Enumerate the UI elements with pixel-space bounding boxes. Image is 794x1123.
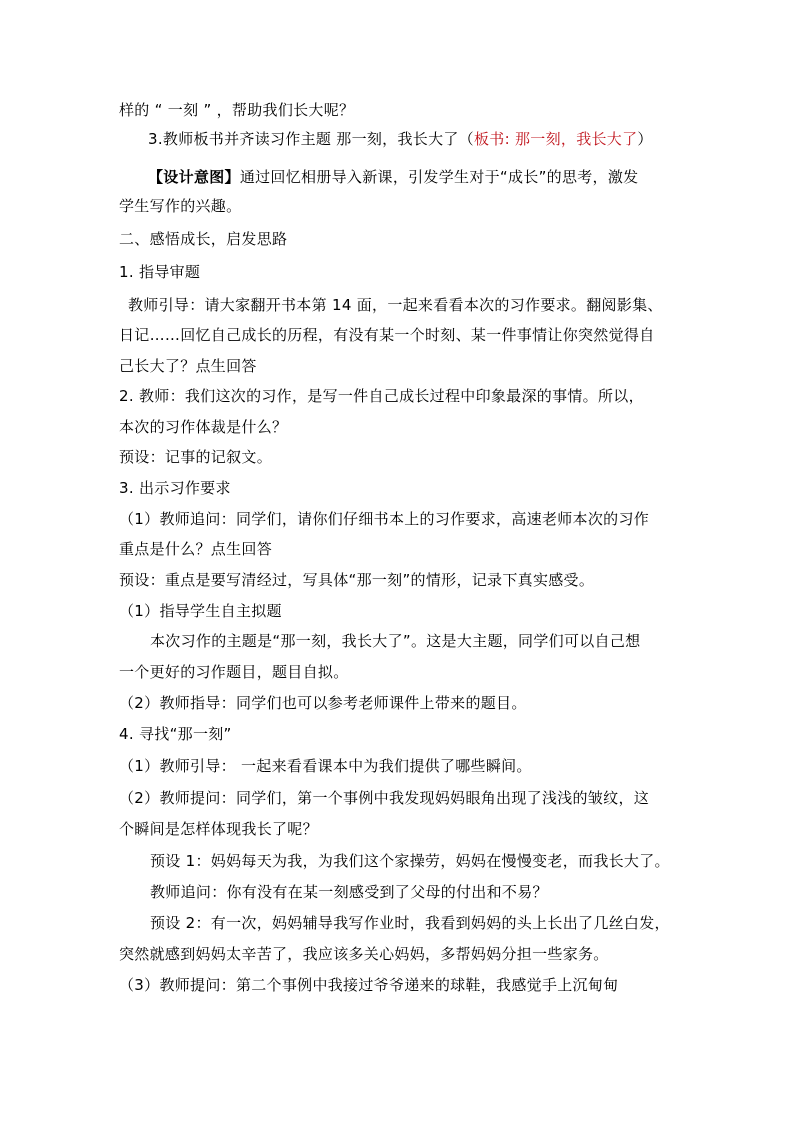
- text-line-with-board-note: [148, 129, 718, 149]
- text-line: 预设：重点是要写清经过，写具体“那一刻”的情形，记录下真实感受。: [119, 571, 595, 589]
- text-line: 2. 教师：我们这次的习作，是写一件自己成长过程中印象最深的事情。所以，: [119, 387, 644, 405]
- text-line: （2）教师指导：同学们也可以参考老师课件上带来的题目。: [119, 694, 527, 712]
- subheading: 3. 出示习作要求: [119, 479, 231, 497]
- text-line: 个瞬间是怎样体现我长了呢？: [119, 820, 318, 838]
- text-line: （1）教师引导： 一起来看看课本中为我们提供了哪些瞬间。: [119, 757, 532, 775]
- text-segment: 通过回忆相册导入新课，引发学生对于“成长”的思考，激发: [239, 168, 639, 186]
- text-line: 样的 “ 一刻 ” ，帮助我们长大呢？: [119, 101, 355, 119]
- text-line: （1）指导学生自主拟题: [119, 602, 282, 620]
- text-line: 本次的习作体裁是什么？: [119, 418, 288, 436]
- design-intent-label: 【设计意图】: [148, 168, 240, 186]
- text-segment: ）: [637, 130, 653, 148]
- text-line: 己长大了？点生回答: [119, 357, 257, 375]
- text-segment: 3.教师板书并齐读习作主题 那一刻，我长大了（: [148, 130, 474, 148]
- board-note: 板书: 那一刻，我长大了: [473, 130, 638, 148]
- text-line: （3）教师提问：第二个事例中我接过爷爷递来的球鞋，我感觉手上沉甸甸: [119, 976, 619, 994]
- design-intent-line: [148, 167, 718, 187]
- text-line: 本次习作的主题是“那一刻，我长大了”。这是大主题，同学们可以自己想: [150, 632, 641, 650]
- text-line: 日记……回忆自己成长的历程，有没有某一个时刻、某一件事情让你突然觉得自: [119, 326, 655, 344]
- text-line: 一个更好的习作题目，题目自拟。: [119, 663, 349, 681]
- text-line: 学生写作的兴趣。: [119, 197, 242, 215]
- text-line: 预设：记事的记叙文。: [119, 448, 273, 466]
- subheading: 4. 寻找“那一刻”: [119, 725, 232, 743]
- text-line: 教师引导：请大家翻开书本第 14 面，一起来看看本次的习作要求。翻阅影集、: [128, 296, 663, 314]
- subheading: 1. 指导审题: [119, 263, 201, 281]
- section-heading: 二、感悟成长，启发思路: [119, 230, 288, 248]
- text-line: 突然就感到妈妈太辛苦了，我应该多关心妈妈，多帮妈妈分担一些家务。: [119, 945, 609, 963]
- text-line: 预设 1：妈妈每天为我，为我们这个家操劳，妈妈在慢慢变老，而我长大了。: [150, 852, 670, 870]
- text-line: （2）教师提问：同学们，第一个事例中我发现妈妈眼角出现了浅浅的皱纹，这: [119, 789, 650, 807]
- text-line: （1）教师追问：同学们，请你们仔细书本上的习作要求，高速老师本次的习作: [119, 510, 650, 528]
- text-line: 教师追问：你有没有在某一刻感受到了父母的付出和不易？: [150, 883, 548, 901]
- text-line: 预设 2：有一次，妈妈辅导我写作业时，我看到妈妈的头上长出了几丝白发，: [150, 914, 670, 932]
- text-line: 重点是什么？点生回答: [119, 540, 273, 558]
